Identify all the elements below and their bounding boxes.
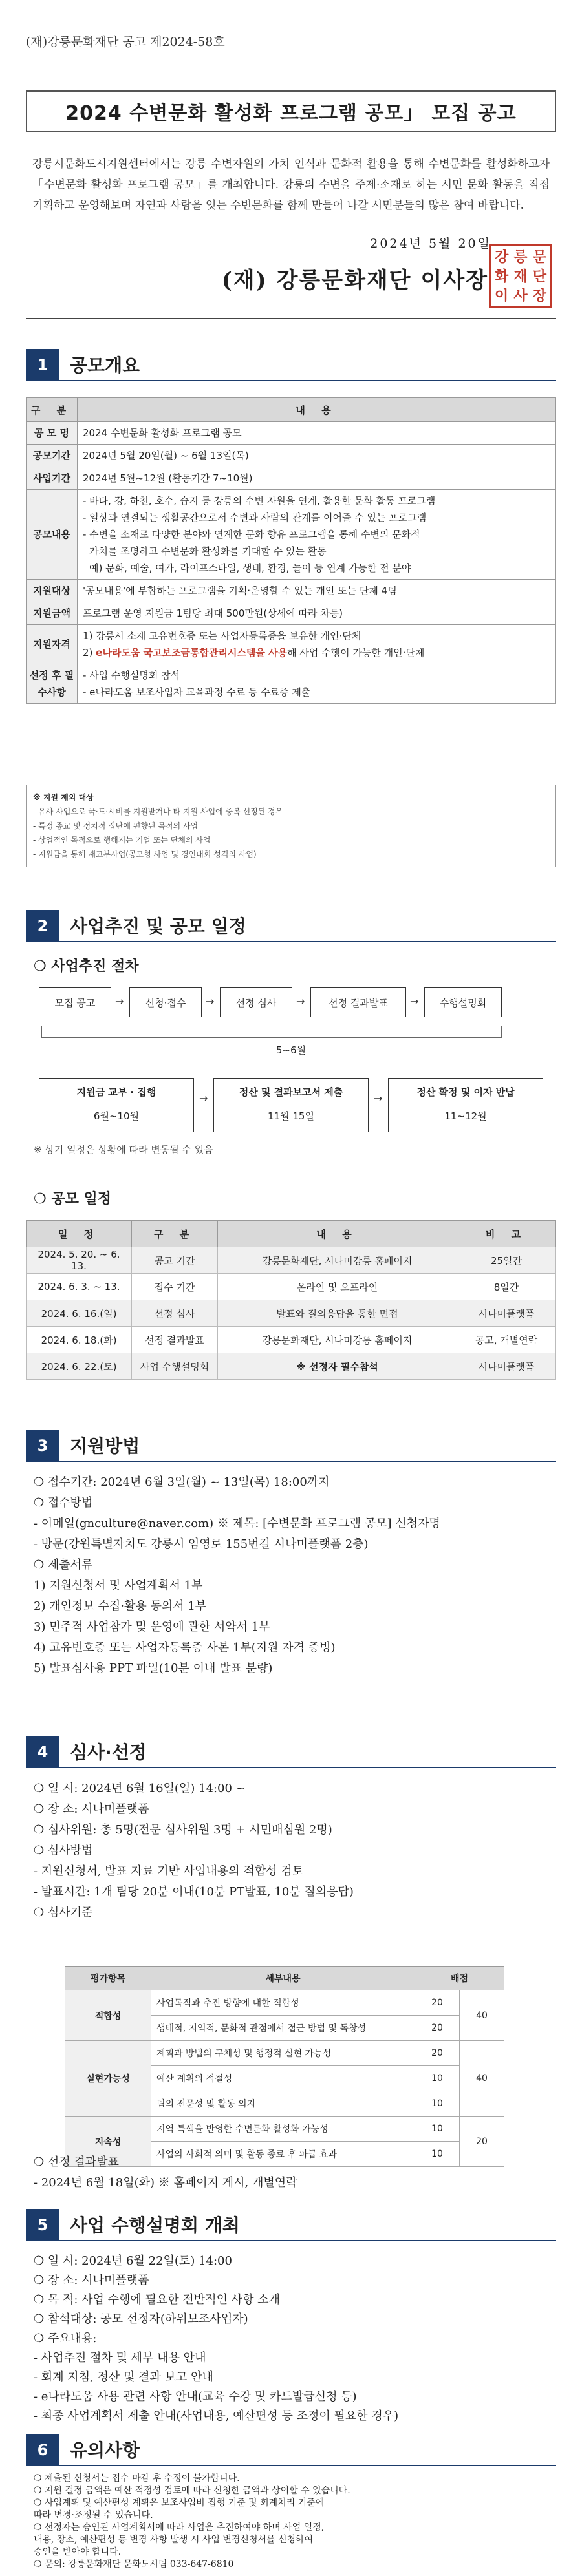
- criteria-table: [65, 1966, 504, 2167]
- table-row: 2024. 5. 20. ~ 6. 13. 공고 기간 강릉문화재단, 시나미강릉 홈페이지 25일간: [27, 1247, 556, 1274]
- section-6-header: [26, 2434, 556, 2466]
- apply-list: ❍ 접수기간: 2024년 6월 3일(월) ~ 13일(목) 18:00까지 ❍ 접수방법 - 이메일(gnculture@naver.com) ※ 제목: [수변문화 프로그램 공모] 신청자명 - 방문(강원특별자치도 강릉시 임영로 155번길 시나미플랫폼 2층) ❍ 제출서류 1) 지원신청서 및 사업계획서 1부 2) 개인정보 수집·활용 동의서 1부 3) 민주적 사업참가 및 운영에 관한 서약서 1부 4) 고유번호증 또는 사업자등록증 사본 1부(지원 자격 증빙) 5) 발표심사용 PPT 파일(10분 이내 발표 분량): [34, 1475, 440, 1675]
- section-3-header: [26, 1430, 556, 1462]
- flow-step: 모집 공고: [39, 987, 111, 1017]
- page-title: [26, 90, 556, 132]
- table-header: 비 고: [457, 1221, 556, 1247]
- section-2-header: [26, 910, 556, 942]
- divider: [26, 318, 556, 319]
- table-header: 세부내용: [151, 1967, 415, 1990]
- section-number: 3: [26, 1430, 59, 1462]
- section-title: 사업추진 및 공모 일정: [59, 910, 556, 942]
- section-1-header: [26, 349, 556, 381]
- table-row: 팀의 전문성 및 활동 의지 10: [65, 2091, 504, 2117]
- section-title: 심사·선정: [59, 1736, 556, 1768]
- range-label: 5~6월: [275, 1044, 307, 1056]
- table-header: 일 정: [27, 1221, 132, 1247]
- table-header: 평가항목: [65, 1967, 151, 1990]
- flow-step: 수행설명회: [424, 987, 502, 1017]
- table-row: 공모기간 2024년 5월 20일(월) ~ 6월 13일(목): [27, 445, 556, 467]
- table-row: 2024. 6. 18.(화) 선정 결과발표 강릉문화재단, 시나미강릉 홈페이지 공고, 개별연락: [27, 1327, 556, 1353]
- briefing-list: ❍ 일 시: 2024년 6월 22일(토) 14:00 ❍ 장 소: 시나미플랫폼 ❍ 목 적: 사업 수행에 필요한 전반적인 사항 소개 ❍ 참석대상: 공모 선정자(하위보조사업자) ❍ 주요내용: - 사업추진 절차 및 세부 내용 안내 - 회계 지침, 정산 및 결과 보고 안내 - e나라도움 사용 관련 사항 안내(교육 수강 및 카드발급신청 등) - 최종 사업계획서 제출 안내(사업내용, 예산편성 등 조정이 필요한 경우): [34, 2254, 399, 2423]
- notice-date: 2024년 5월 20일: [370, 237, 491, 251]
- arrow-icon: →: [296, 995, 305, 1008]
- section-title: 유의사항: [59, 2434, 556, 2466]
- issuer-name: (재) 강릉문화재단 이사장: [221, 268, 488, 293]
- flow-later-step: 정산 확정 및 이자 반납 11~12월: [388, 1078, 543, 1132]
- official-seal: 강 릉 문 화 재 단 이 사 장: [489, 244, 552, 308]
- process-heading: ❍ 사업추진 절차: [34, 958, 139, 975]
- section-number: 5: [26, 2209, 59, 2241]
- result-list: ❍ 선정 결과발표 - 2024년 6월 18일(화) ※ 홈페이지 게시, 개별연락: [34, 2155, 297, 2190]
- title-suffix: 모집 공고: [431, 102, 517, 125]
- schedule-heading: ❍ 공모 일정: [34, 1191, 112, 1207]
- notice-list: ❍ 제출된 신청서는 접수 마감 후 수정이 불가합니다. ❍ 지원 결정 금액은 예산 적정성 검토에 따라 신청한 금액과 상이할 수 있습니다. ❍ 사업계획 및 예산편성 계획은 보조사업비 집행 기준 및 회계처리 기준에 따라 변경·조정될 수 있습니다. ❍ 선정자는 승인된 사업계획서에 따라 사업을 추진하여야 하며 사업 일정, 내용, 장소, 예산편성 등 변경 사항 발생 시 사업 변경신청서를 신청하여 승인을 받아야 합니다. ❍ 문의: 강릉문화재단 문화도시팀 033-647-6810: [34, 2473, 350, 2570]
- exclusion-note: ※ 지원 제외 대상 - 유사 사업으로 국·도·시비를 지원받거나 타 지원 사업에 중복 선정된 경우 - 특정 종교 및 정치적 집단에 편향된 목적의 사업 - 상업적인 목적으로 행해지는 기업 또는 단체의 사업 - 지원금을 통해 재교부사업(공모형 사업 및 경연대회 성격의 사업): [26, 785, 556, 867]
- table-row: 예산 계획의 적절성 10: [65, 2066, 504, 2091]
- flow-later-step: 지원금 교부 · 집행 6월~10월: [39, 1078, 194, 1132]
- flow-step: 선정 심사: [220, 987, 292, 1017]
- table-row: 2024. 6. 3. ~ 13. 접수 기간 온라인 및 오프라인 8일간: [27, 1274, 556, 1300]
- table-row: 2024. 6. 16.(일) 선정 심사 발표와 질의응답을 통한 면접 시나미플랫폼: [27, 1300, 556, 1327]
- table-row: 적합성 사업목적과 추진 방향에 대한 적합성 20 40: [65, 1990, 504, 2016]
- section-4-header: [26, 1736, 556, 1768]
- document-number: (재)강릉문화재단 공고 제2024-58호: [26, 35, 225, 49]
- table-row: 공모내용 - 바다, 강, 하천, 호수, 습지 등 강릉의 수변 자원을 연계, 활용한 문화 활동 프로그램 - 일상과 연결되는 생활공간으로서 수변과 사람의 관계를 이어줄 수 있는 프로그램 - 수변을 소재로 다양한 분야와 연계한 문화 향유 프로그램을 통해 수변의 문화적 가치를 조명하고 수변문화 활성화를 기대할 수 있는 활동 예) 문화, 예술, 여가, 라이프스타일, 생태, 환경, 놀이 등 연계 가능한 전 분야: [27, 490, 556, 580]
- overview-table: [26, 397, 556, 704]
- section-number: 1: [26, 349, 59, 381]
- section-title: 지원방법: [59, 1430, 556, 1462]
- table-header: 내 용: [78, 398, 556, 422]
- table-row: 사업기간 2024년 5월~12월 (활동기간 7~10월): [27, 467, 556, 490]
- intro-paragraph: 강릉시문화도시지원센터에서는 강릉 수변자원의 가치 인식과 문화적 활용을 통해 수변문화를 활성화하고자 「수변문화 활성화 프로그램 공모」를 개최합니다. 강릉의 수변을 주제·소재로 하는 시민 문화 활동을 직접 기획하고 운영해보며 자연과 사람을 잇는 수변문화를 함께 만들어 나갈 시민분들의 많은 참여 바랍니다.: [32, 158, 550, 212]
- table-header: 내 용: [218, 1221, 457, 1247]
- title-main: 2024 수변문화 활성화 프로그램 공모」: [65, 102, 424, 125]
- review-list: ❍ 일 시: 2024년 6월 16일(일) 14:00 ~ ❍ 장 소: 시나미플랫폼 ❍ 심사위원: 총 5명(전문 심사위원 3명 + 시민배심원 2명) ❍ 심사방법 - 지원신청서, 발표 자료 기반 사업내용의 적합성 검토 - 발표시간: 1개 팀당 20분 이내(10분 PT발표, 10분 질의응답) ❍ 심사기준: [34, 1782, 354, 1919]
- table-row: 지속성 지역 특색을 반영한 수변문화 활성화 가능성 10 20: [65, 2117, 504, 2142]
- table-row: 지원대상 '공모내용'에 부합하는 프로그램을 기획·운영할 수 있는 개인 또는 단체 4팀: [27, 580, 556, 602]
- table-row: 실현가능성 계획과 방법의 구체성 및 행정적 실현 가능성 20 40: [65, 2041, 504, 2066]
- arrow-icon: →: [374, 1092, 383, 1104]
- arrow-icon: →: [199, 1092, 208, 1104]
- table-row: 지원자격 1) 강릉시 소재 고유번호증 또는 사업자등록증을 보유한 개인·단체 2) e나라도움 국고보조금통합관리시스템을 사용해 사업 수행이 가능한 개인·단체: [27, 625, 556, 664]
- flow-step: 신청·접수: [129, 987, 202, 1017]
- schedule-note: ※ 상기 일정은 상황에 따라 변동될 수 있음: [34, 1144, 213, 1156]
- flow-later-step: 정산 및 결과보고서 제출 11월 15일: [213, 1078, 369, 1132]
- section-number: 6: [26, 2434, 59, 2466]
- arrow-icon: →: [115, 995, 124, 1008]
- table-row: 지원금액 프로그램 운영 지원금 1팀당 최대 500만원(상세에 따라 차등): [27, 602, 556, 625]
- arrow-icon: →: [410, 995, 419, 1008]
- table-row: 사업의 사회적 의미 및 활동 종료 후 파급 효과 10: [65, 2142, 504, 2167]
- section-number: 4: [26, 1736, 59, 1768]
- table-row: 선정 후 필수사항 - 사업 수행설명회 참석 - e나라도움 보조사업자 교육과정 수료 등 수료증 제출: [27, 664, 556, 704]
- table-header: 배점: [415, 1967, 504, 1990]
- table-header: 구 분: [27, 398, 78, 422]
- flow-step: 선정 결과발표: [310, 987, 406, 1017]
- section-5-header: [26, 2209, 556, 2241]
- schedule-table: [26, 1220, 556, 1380]
- arrow-icon: →: [206, 995, 215, 1008]
- highlight-text: e나라도움 국고보조금통합관리시스템을 사용: [96, 647, 288, 659]
- section-number: 2: [26, 910, 59, 942]
- range-bracket: [41, 1026, 502, 1038]
- table-header: 구 분: [132, 1221, 218, 1247]
- table-row: 공 모 명 2024 수변문화 활성화 프로그램 공모: [27, 422, 556, 445]
- table-row: 생태적, 지역적, 문화적 관점에서 접근 방법 및 독창성 20: [65, 2016, 504, 2041]
- section-title: 공모개요: [59, 349, 556, 381]
- section-title: 사업 수행설명회 개최: [59, 2209, 556, 2241]
- table-row: 2024. 6. 22.(토) 사업 수행설명회 ※ 선정자 필수참석 시나미플랫폼: [27, 1353, 556, 1380]
